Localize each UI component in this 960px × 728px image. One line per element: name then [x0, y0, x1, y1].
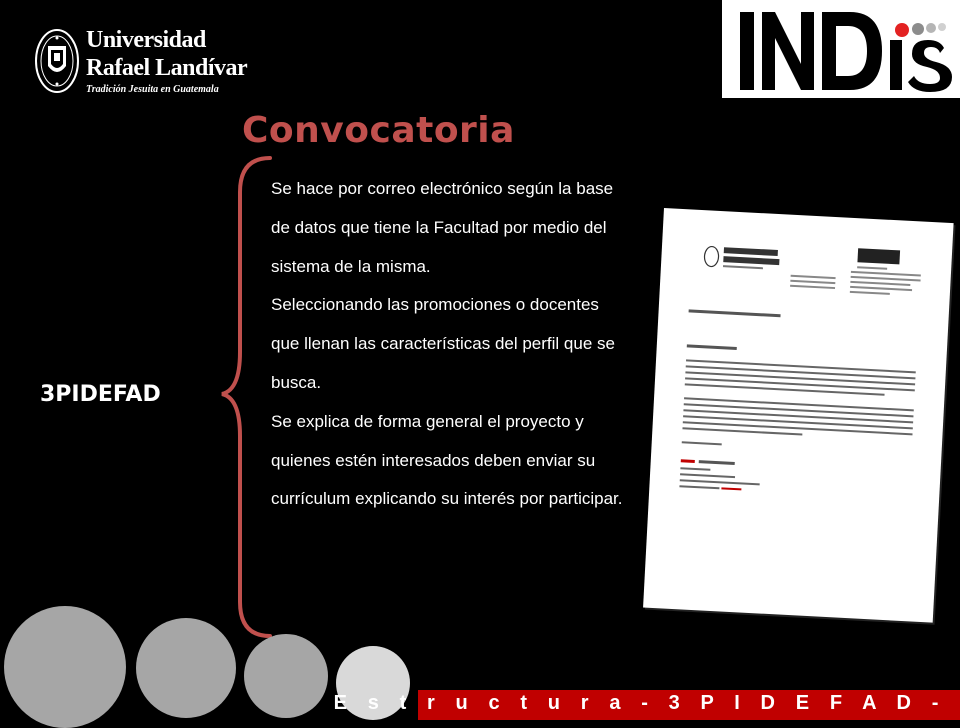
footer-text: E s t r u c t u r a - 3 P I D E F A D -: [333, 692, 946, 714]
university-name-line1: Universidad: [86, 27, 206, 53]
body-paragraph: Se explica de forma general el proyecto y quienes estén interesados deben enviar su currículum explicando su interés por participar.: [271, 411, 623, 509]
indis-logo: [722, 0, 960, 98]
letter-document-image: [643, 208, 954, 623]
university-logo: [34, 24, 248, 114]
decor-circle: [136, 618, 236, 718]
footer-bar: [333, 690, 960, 720]
university-seal-icon: [34, 28, 80, 98]
body-paragraph: Seleccionando las promociones o docentes que llenan las características del perfil que se busca.: [271, 295, 615, 392]
slide-title: Convocatoria: [242, 110, 515, 151]
curly-brace-icon: [218, 152, 278, 642]
letter-content-icon: [643, 208, 954, 623]
indis-logo-icon: [722, 0, 960, 98]
university-tagline: Tradición Jesuita en Guatemala: [86, 84, 219, 95]
body-paragraph: Se hace por correo electrónico según la base de datos que tiene la Facultad por medio del sistema de la misma.: [271, 179, 614, 276]
university-name-line2: Rafael Landívar: [86, 55, 248, 81]
body-text: [271, 170, 631, 519]
decor-circle: [4, 606, 126, 728]
university-name: [86, 26, 247, 98]
decor-circle: [244, 634, 328, 718]
side-label: 3PIDEFAD: [40, 382, 161, 407]
